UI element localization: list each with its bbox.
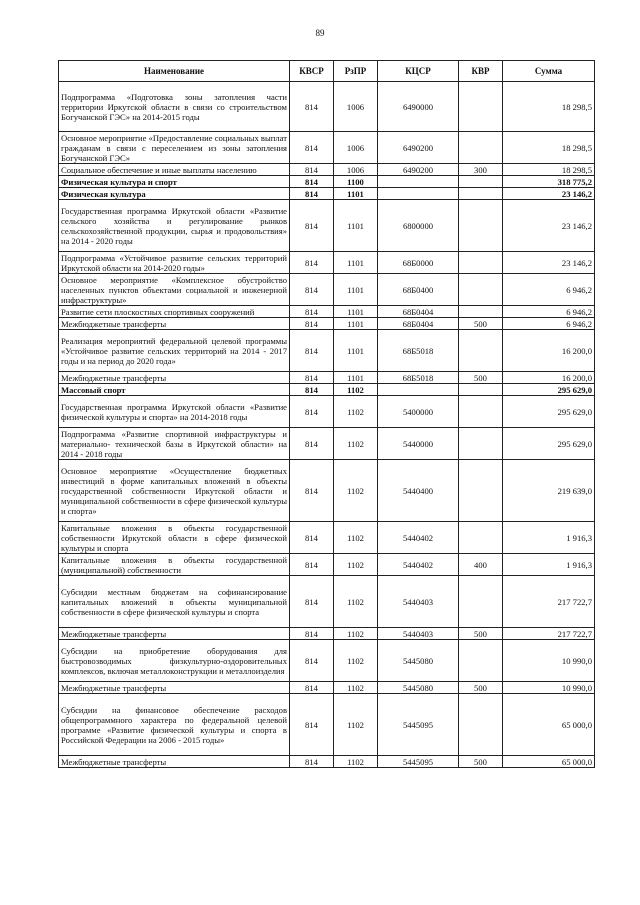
cell-kvr (459, 460, 503, 522)
cell-sum: 10 990,0 (503, 640, 595, 682)
cell-kvr: 500 (459, 372, 503, 384)
cell-kvsr: 814 (290, 82, 334, 132)
cell-kcsr: 6490200 (378, 164, 459, 176)
cell-sum: 6 946,2 (503, 318, 595, 330)
cell-kcsr (378, 176, 459, 188)
cell-rzpr: 1102 (334, 682, 378, 694)
page-number: 89 (315, 28, 325, 38)
cell-rzpr: 1102 (334, 640, 378, 682)
cell-name: Межбюджетные трансферты (59, 682, 290, 694)
cell-sum: 16 200,0 (503, 372, 595, 384)
cell-sum: 217 722,7 (503, 576, 595, 628)
cell-kvr (459, 188, 503, 200)
cell-rzpr: 1101 (334, 318, 378, 330)
cell-kvr: 500 (459, 628, 503, 640)
cell-name: Основное мероприятие «Комплексное обустройство населенных пунктов объектами социальной и инженерной инфраструктуры» (59, 274, 290, 306)
header-name: Наименование (59, 61, 290, 82)
cell-kvr (459, 522, 503, 554)
cell-sum: 16 200,0 (503, 330, 595, 372)
cell-kvsr: 814 (290, 200, 334, 252)
cell-kcsr: 68Б5018 (378, 330, 459, 372)
cell-name: Социальное обеспечение и иные выплаты населению (59, 164, 290, 176)
cell-rzpr: 1101 (334, 188, 378, 200)
cell-rzpr: 1102 (334, 396, 378, 428)
cell-kvsr: 814 (290, 384, 334, 396)
cell-kcsr: 5440402 (378, 522, 459, 554)
cell-rzpr: 1102 (334, 460, 378, 522)
table-row (59, 428, 595, 460)
cell-kvsr: 814 (290, 522, 334, 554)
cell-sum: 295 629,0 (503, 428, 595, 460)
cell-name: Межбюджетные трансферты (59, 318, 290, 330)
cell-kvsr: 814 (290, 330, 334, 372)
cell-rzpr: 1102 (334, 554, 378, 576)
table-row (59, 576, 595, 628)
cell-kvsr: 814 (290, 318, 334, 330)
budget-table (58, 60, 595, 768)
cell-sum: 23 146,2 (503, 252, 595, 274)
header-kvr: КВР (459, 61, 503, 82)
cell-rzpr: 1101 (334, 274, 378, 306)
cell-kvr (459, 428, 503, 460)
cell-kvr (459, 176, 503, 188)
cell-kcsr: 5440403 (378, 628, 459, 640)
cell-name: Межбюджетные трансферты (59, 756, 290, 768)
table-header-row (59, 61, 595, 82)
cell-kcsr (378, 188, 459, 200)
cell-name: Подпрограмма «Подготовка зоны затопления части территории Иркутской области в связи со строительством Богучанской ГЭС» на 2014-2015 годы (59, 82, 290, 132)
cell-kvr (459, 576, 503, 628)
cell-rzpr: 1102 (334, 628, 378, 640)
cell-kvr (459, 396, 503, 428)
table-row (59, 694, 595, 756)
cell-sum: 6 946,2 (503, 274, 595, 306)
cell-kvsr: 814 (290, 756, 334, 768)
cell-kvsr: 814 (290, 396, 334, 428)
cell-sum: 18 298,5 (503, 164, 595, 176)
cell-sum: 295 629,0 (503, 384, 595, 396)
cell-kcsr: 5440403 (378, 576, 459, 628)
cell-kvr (459, 694, 503, 756)
cell-rzpr: 1101 (334, 200, 378, 252)
cell-sum: 219 639,0 (503, 460, 595, 522)
cell-kcsr: 68Б0400 (378, 274, 459, 306)
cell-sum: 1 916,3 (503, 554, 595, 576)
cell-name: Государственная программа Иркутской области «Развитие сельского хозяйства и регулирование рынков сельскохозяйственной продукции, сырья и продовольствия» на 2014 - 2020 годы (59, 200, 290, 252)
table-row (59, 318, 595, 330)
header-kvsr: КВСР (290, 61, 334, 82)
cell-name: Основное мероприятие «Предоставление социальных выплат гражданам в связи с переселением из зоны затопления Богучанской ГЭС» (59, 132, 290, 164)
cell-kvsr: 814 (290, 682, 334, 694)
table-row (59, 372, 595, 384)
table-row (59, 132, 595, 164)
table-row (59, 252, 595, 274)
table-row (59, 460, 595, 522)
table-row (59, 188, 595, 200)
cell-name: Физическая культура (59, 188, 290, 200)
cell-kvr (459, 384, 503, 396)
cell-kcsr: 68Б0404 (378, 306, 459, 318)
table-row (59, 82, 595, 132)
cell-kcsr: 68Б0000 (378, 252, 459, 274)
cell-kvsr: 814 (290, 176, 334, 188)
header-sum: Сумма (503, 61, 595, 82)
cell-kcsr: 6490000 (378, 82, 459, 132)
cell-rzpr: 1101 (334, 330, 378, 372)
cell-kcsr (378, 384, 459, 396)
cell-kvr (459, 82, 503, 132)
cell-rzpr: 1100 (334, 176, 378, 188)
table-row (59, 628, 595, 640)
cell-rzpr: 1006 (334, 164, 378, 176)
cell-kcsr: 5445080 (378, 640, 459, 682)
cell-name: Капитальные вложения в объекты государственной собственности Иркутской области в сфере физической культуры и спорта (59, 522, 290, 554)
cell-name: Межбюджетные трансферты (59, 628, 290, 640)
cell-kvsr: 814 (290, 628, 334, 640)
cell-name: Подпрограмма «Развитие спортивной инфраструктуры и материально- технической базы в Иркутской области» на 2014 - 2018 годы (59, 428, 290, 460)
cell-kvsr: 814 (290, 554, 334, 576)
cell-kvr: 500 (459, 756, 503, 768)
cell-name: Подпрограмма «Устойчивое развитие сельских территорий Иркутской области на 2014-2020 годы» (59, 252, 290, 274)
cell-kvr (459, 640, 503, 682)
cell-rzpr: 1101 (334, 372, 378, 384)
cell-kcsr: 68Б5018 (378, 372, 459, 384)
cell-kcsr: 68Б0404 (378, 318, 459, 330)
cell-kcsr: 5445080 (378, 682, 459, 694)
cell-kvr (459, 274, 503, 306)
cell-kcsr: 5440402 (378, 554, 459, 576)
cell-name: Межбюджетные трансферты (59, 372, 290, 384)
cell-sum: 23 146,2 (503, 200, 595, 252)
cell-name: Субсидии местным бюджетам на софинансирование капитальных вложений в объекты муниципальной собственности в сфере физической культуры и спорта (59, 576, 290, 628)
header-kcsr: КЦСР (378, 61, 459, 82)
cell-name: Государственная программа Иркутской области «Развитие физической культуры и спорта» на 2014-2018 годы (59, 396, 290, 428)
table-row (59, 640, 595, 682)
cell-kvr (459, 306, 503, 318)
cell-kcsr: 5400000 (378, 396, 459, 428)
cell-rzpr: 1006 (334, 132, 378, 164)
cell-kvr: 400 (459, 554, 503, 576)
cell-kvsr: 814 (290, 576, 334, 628)
cell-kvr: 500 (459, 682, 503, 694)
cell-rzpr: 1102 (334, 428, 378, 460)
cell-sum: 295 629,0 (503, 396, 595, 428)
header-rzpr: РзПР (334, 61, 378, 82)
cell-sum: 23 146,2 (503, 188, 595, 200)
table-row (59, 306, 595, 318)
cell-kcsr: 6490200 (378, 132, 459, 164)
cell-name: Субсидии на финансовое обеспечение расходов общепрограммного характера по федеральной целевой программе «Развитие физической культуры и спорта в Российской Федерации на 2006 - 2015 годы» (59, 694, 290, 756)
cell-sum: 65 000,0 (503, 756, 595, 768)
table-row (59, 274, 595, 306)
table-row (59, 682, 595, 694)
cell-sum: 65 000,0 (503, 694, 595, 756)
cell-kvsr: 814 (290, 694, 334, 756)
cell-kvr: 300 (459, 164, 503, 176)
cell-kvsr: 814 (290, 188, 334, 200)
cell-rzpr: 1102 (334, 756, 378, 768)
cell-kvr (459, 132, 503, 164)
cell-kvsr: 814 (290, 132, 334, 164)
table-row (59, 330, 595, 372)
table-row (59, 384, 595, 396)
cell-name: Развитие сети плоскостных спортивных сооружений (59, 306, 290, 318)
cell-rzpr: 1102 (334, 576, 378, 628)
table-row (59, 522, 595, 554)
cell-rzpr: 1102 (334, 694, 378, 756)
table-row (59, 554, 595, 576)
cell-sum: 10 990,0 (503, 682, 595, 694)
cell-sum: 318 775,2 (503, 176, 595, 188)
cell-sum: 18 298,5 (503, 82, 595, 132)
cell-name: Массовый спорт (59, 384, 290, 396)
cell-rzpr: 1102 (334, 384, 378, 396)
cell-kvr (459, 252, 503, 274)
cell-kvsr: 814 (290, 306, 334, 318)
table-row (59, 176, 595, 188)
cell-kvsr: 814 (290, 640, 334, 682)
cell-name: Капитальные вложения в объекты государственной (муниципальной) собственности (59, 554, 290, 576)
cell-rzpr: 1101 (334, 306, 378, 318)
cell-rzpr: 1102 (334, 522, 378, 554)
cell-sum: 217 722,7 (503, 628, 595, 640)
cell-rzpr: 1101 (334, 252, 378, 274)
cell-kvsr: 814 (290, 460, 334, 522)
table-row (59, 200, 595, 252)
cell-name: Реализация мероприятий федеральной целевой программы «Устойчивое развитие сельских территорий на 2014 - 2017 годы и на период до 2020 года» (59, 330, 290, 372)
cell-kvsr: 814 (290, 252, 334, 274)
cell-sum: 18 298,5 (503, 132, 595, 164)
cell-kcsr: 5445095 (378, 756, 459, 768)
cell-kcsr: 5440000 (378, 428, 459, 460)
cell-name: Основное мероприятие «Осуществление бюджетных инвестиций в форме капитальных вложений в объекты государственной собственности Иркутской области и муниципальной собственности в сфере физической культуры и спорта» (59, 460, 290, 522)
cell-kvr (459, 200, 503, 252)
cell-kvsr: 814 (290, 372, 334, 384)
cell-kvr: 500 (459, 318, 503, 330)
cell-kcsr: 5445095 (378, 694, 459, 756)
cell-sum: 6 946,2 (503, 306, 595, 318)
cell-kcsr: 6800000 (378, 200, 459, 252)
table-row (59, 756, 595, 768)
table-row (59, 396, 595, 428)
table-row (59, 164, 595, 176)
cell-kcsr: 5440400 (378, 460, 459, 522)
cell-name: Субсидии на приобретение оборудования для быстровозводимых физкультурно-оздоровительных комплексов, включая металлоконструкции и металлоизделия (59, 640, 290, 682)
cell-kvsr: 814 (290, 164, 334, 176)
cell-rzpr: 1006 (334, 82, 378, 132)
cell-kvsr: 814 (290, 428, 334, 460)
cell-kvr (459, 330, 503, 372)
table-body (59, 82, 595, 768)
cell-kvsr: 814 (290, 274, 334, 306)
cell-sum: 1 916,3 (503, 522, 595, 554)
cell-name: Физическая культура и спорт (59, 176, 290, 188)
